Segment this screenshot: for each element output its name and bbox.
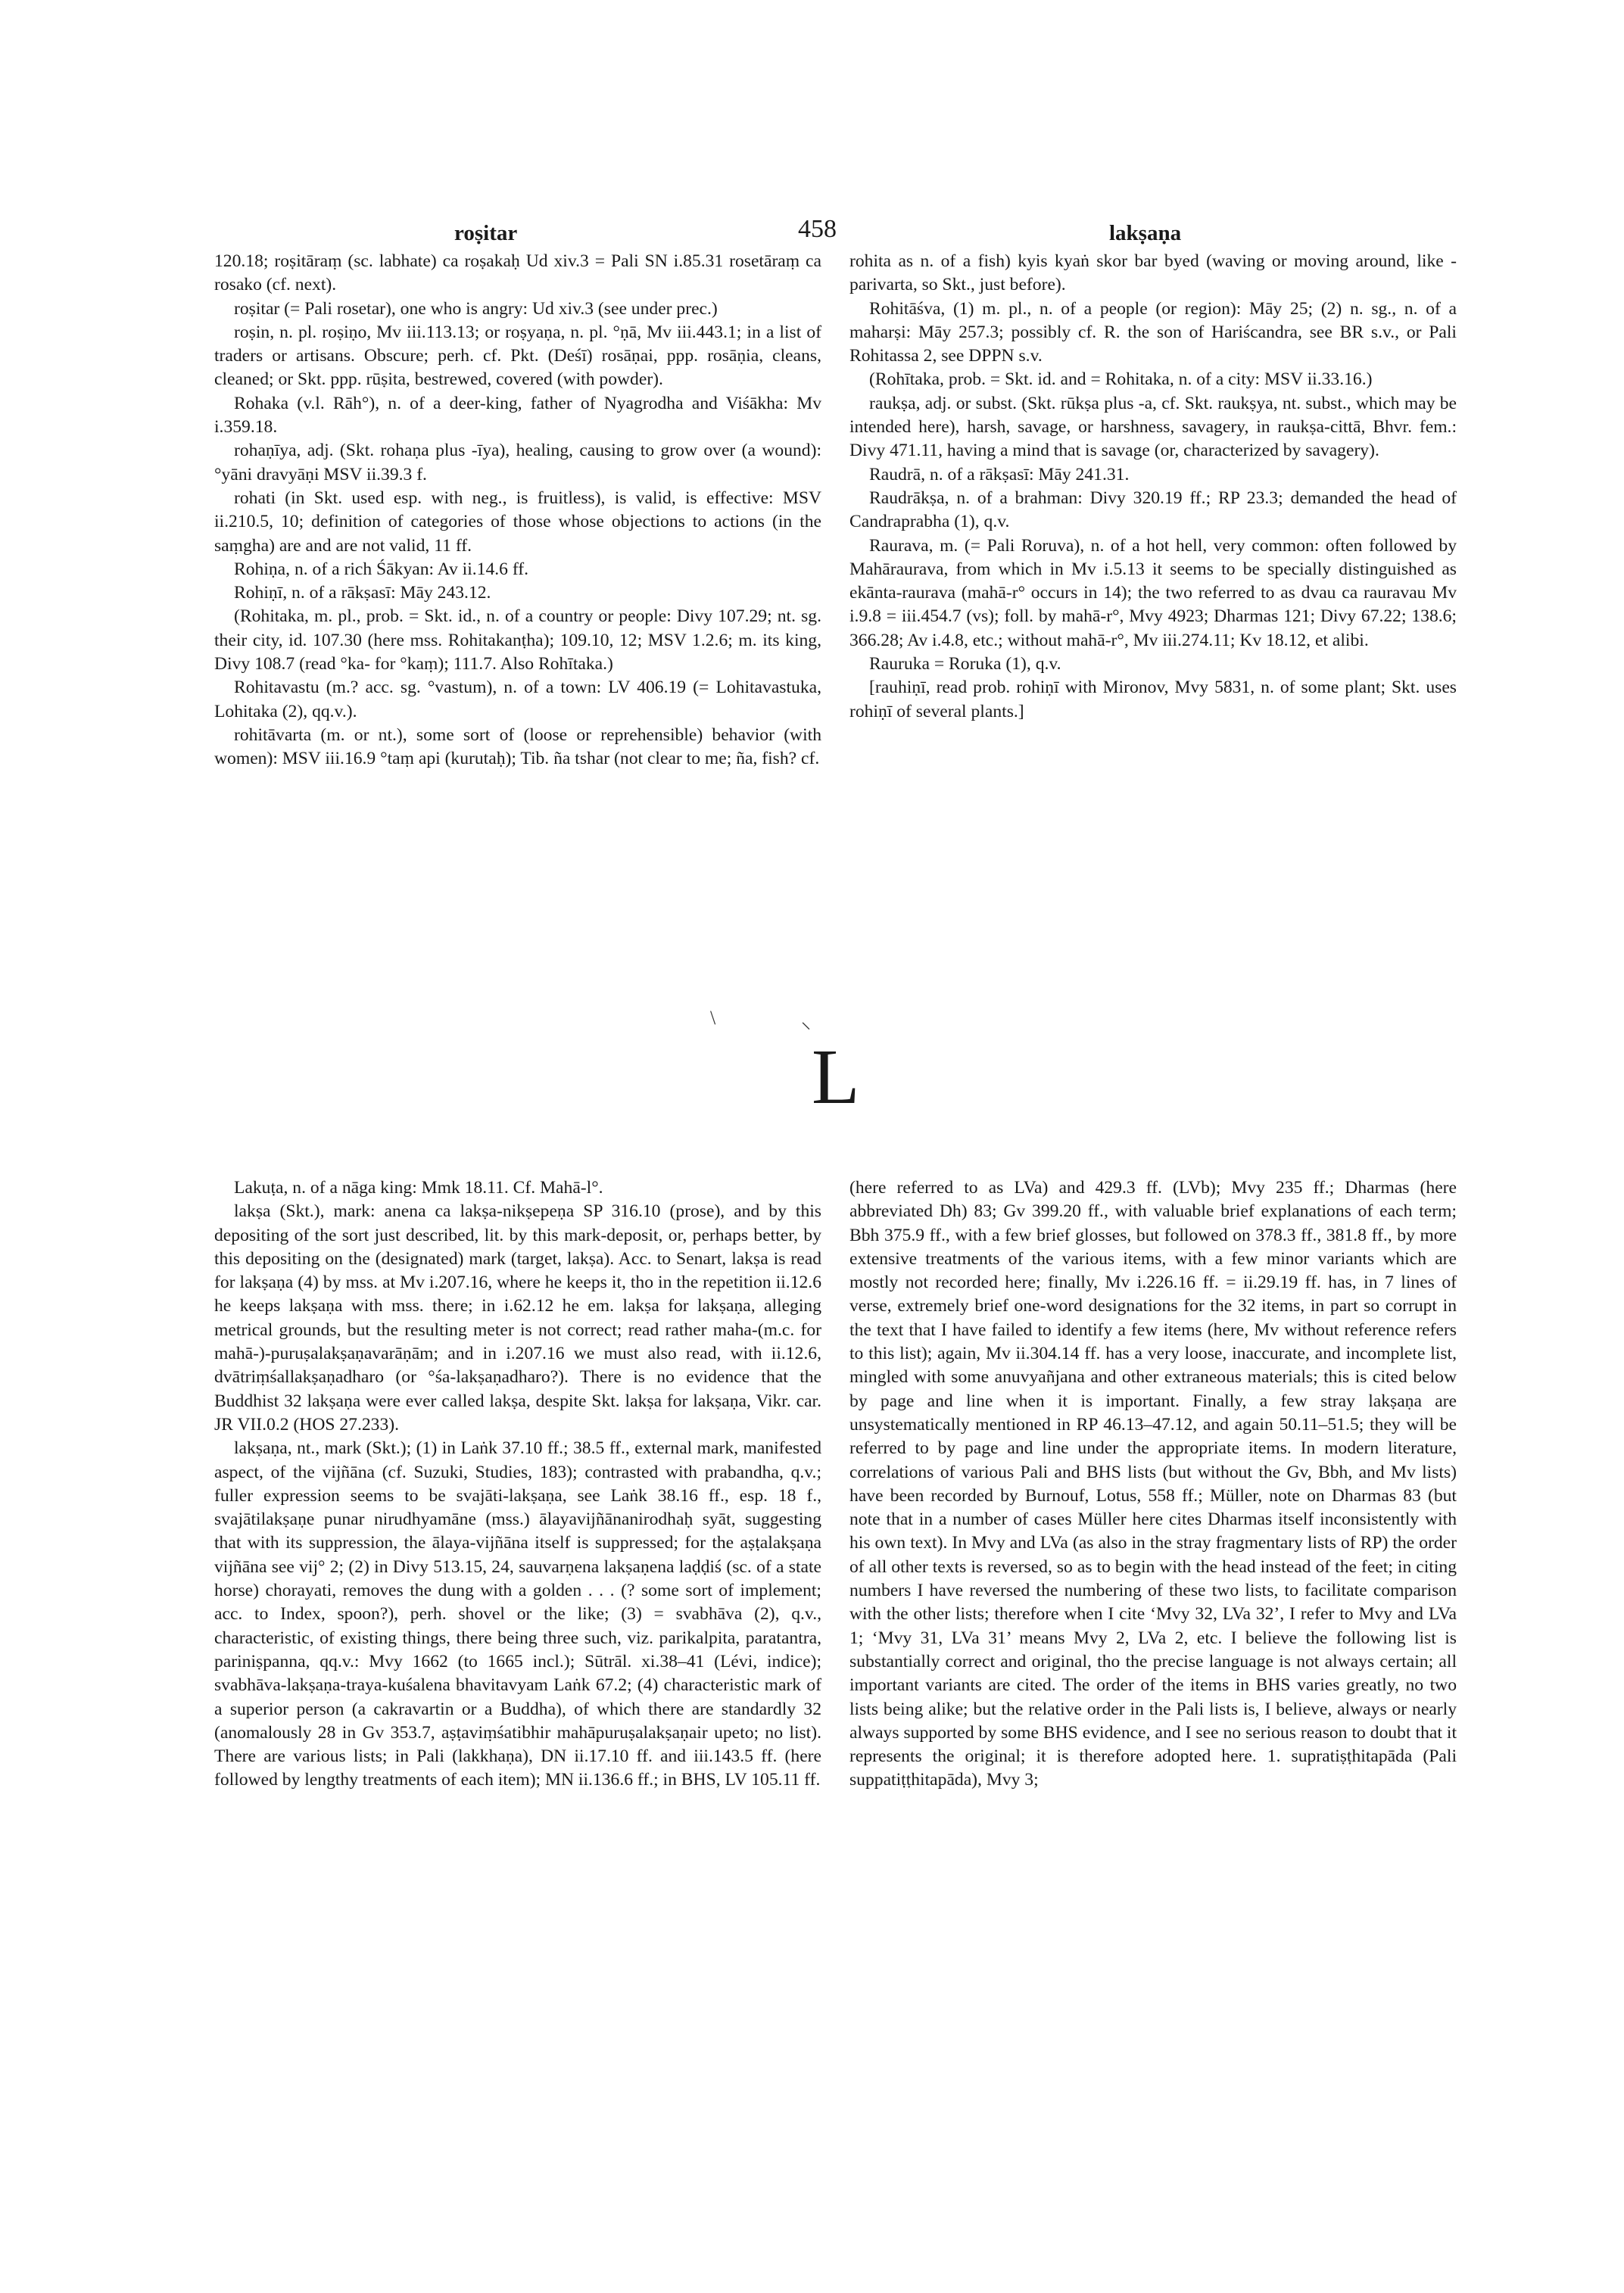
entry: Raudrākṣa, n. of a brahman: Divy 320.19 ff.; RP 23.3; demanded the head of Candraprabha (1), q.v.	[849, 488, 1457, 532]
entry: (here referred to as LVa) and 429.3 ff. (LVb); Mvy 235 ff.; Dharmas (here abbreviated Dh) 83; Gv 399.20 ff., with valuable brief explanations of each term; Bbh 375.9 ff., with a few brief glosses, but followed on 378.3 ff., 381.8 ff., by more extensive treatments of the various items, with a few minor variants which are mostly not recorded here; finally, Mv i.226.16 ff. = ii.29.19 ff. has, in 7 lines of verse, extremely brief one-word designations for the 32 items, in part so corrupt in the text that I have failed to identify a few items (here, Mv without reference refers to this list); again, Mv ii.304.14 ff. has a very loose, inaccurate, and incomplete list, mingled with some anuvyañjana and other extraneous materials; this is cited below by page and line when it is important. Finally, a few stray lakṣaṇa are unsystematically mentioned in RP 46.13–47.12, and again 50.11–51.5; they will be referred to by page and line under the appropriate items. In modern literature, correlations of various Pali and BHS lists (but without the Gv, Bbh, and Mv lists) have been recorded by Burnouf, Lotus, 558 ff.; Müller, note on Dharmas 83 (but note that in a number of cases Müller here cites Dharmas itself inconsistently with his own text). In Mvy and LVa (as also in the stray fragmentary lists of RP) the order of all other texts is reversed, so as to begin with the head instead of the feet; in citing numbers I have reversed the numbering of these two lists, to facilitate comparison with the other lists; therefore when I cite ‘Mvy 32, LVa 32’, I refer to Mvy and LVa 1; ‘Mvy 31, LVa 31’ means Mvy 2, LVa 2, etc. I believe the following list is substantially correct and original, tho the precise language is not always certain; all important variants are cited. The order of the items in BHS varies greatly, no two lists being alike; but the relative order in the Pali lists is, I believe, always or nearly always supported by some BHS evidence, and I see no serious reason to doubt that it represents the original; it is therefore adopted here. 1. supratiṣṭhitapāda (Pali suppatiṭṭhitapāda), Mvy 3;	[849, 1178, 1457, 1790]
entry: Rauruka = Roruka (1), q.v.	[869, 654, 1061, 675]
column-top-right	[849, 250, 1457, 724]
column-bottom-right	[849, 1176, 1457, 1793]
entry: (Rohitaka, m. pl., prob. = Skt. id., n. of a country or people: Divy 107.29; nt. sg. their city, id. 107.30 (here mss. Rohitakanṭha); 109.10, 12; MSV 1.2.6; m. its king, Divy 108.7 (read °ka- for °kaṃ); 111.7. Also Rohītaka.)	[214, 606, 821, 675]
column-top-left	[214, 250, 821, 771]
stray-mark: ⸜	[801, 1011, 812, 1033]
entry: [rauhiṇī, read prob. rohiṇī with Mironov, Mvy 5831, n. of some plant; Skt. uses rohiṇī of several plants.]	[849, 678, 1457, 721]
entry: Rohiṇī, n. of a rākṣasī: Māy 243.12.	[234, 583, 491, 603]
entry: (Rohītaka, prob. = Skt. id. and = Rohitaka, n. of a city: MSV ii.33.16.)	[869, 369, 1373, 390]
page-number: 458	[798, 215, 837, 243]
entry: Lakuṭa, n. of a nāga king: Mmk 18.11. Cf. Mahā-l°.	[234, 1178, 603, 1198]
entry: Raurava, m. (= Pali Roruva), n. of a hot hell, very common: often followed by Mahāraurava, from which in Mv i.5.13 it seems to be specially distinguished as ekānta-raurava (mahā-r° occurs in 14); the two referred to as dvau ca rauravau Mv i.9.8 = iii.454.7 (vs); foll. by mahā-r°, Mvy 4923; Dharmas 121; Divy 67.22; 138.6; 366.28; Av i.4.8, etc.; without mahā-r°, Mv iii.274.11; Kv 18.12, et alibi.	[849, 535, 1457, 650]
entry: rohaṇīya, adj. (Skt. rohaṇa plus -īya), healing, causing to grow over (a wound): °yāni dravyāṇi MSV ii.39.3 f.	[214, 441, 821, 484]
entry: rohita as n. of a fish) kyis kyaṅ skor bar byed (waving or moving around, like -parivarta, so Skt., just before).	[849, 251, 1457, 295]
entry: lakṣa (Skt.), mark: anena ca lakṣa-nikṣepeṇa SP 316.10 (prose), and by this depositing of the sort just described, lit. by this mark-deposit, or, perhaps better, by this depositing on the (designated) mark (target, lakṣa). Acc. to Senart, lakṣa is read for lakṣaṇa (4) by mss. at Mv i.207.16, where he keeps it, tho in the repetition ii.12.6 he keeps lakṣaṇa with mss. there; in i.62.12 he em. lakṣa for lakṣaṇa, alleging metrical grounds, but the resulting meter is not correct; read rather maha-(m.c. for mahā-)-puruṣalakṣaṇavarāṇām; and in i.207.16 we must also read, with ii.12.6, dvātriṃśallakṣaṇadharo (or °śa-lakṣaṇadharo?). There is no evidence that the Buddhist 32 lakṣaṇa were ever called lakṣa, despite Skt. lakṣa for lakṣaṇa, Vikr. car. JR VII.0.2 (HOS 27.233).	[214, 1201, 821, 1435]
right-guide-word: lakṣaṇa	[1109, 221, 1182, 245]
column-bottom-left	[214, 1176, 821, 1793]
entry: roṣitar (= Pali rosetar), one who is angry: Ud xiv.3 (see under prec.)	[234, 298, 718, 319]
entry: Rohaka (v.l. Rāh°), n. of a deer-king, father of Nyagrodha and Viśākha: Mv i.359.18.	[214, 393, 821, 438]
entry: rohati (in Skt. used esp. with neg., is fruitless), is valid, is effective: MSV ii.210.5, 10; definition of categories of those whose objections to actions (in the saṃgha) are and are not valid, 11 ff.	[214, 488, 821, 556]
entry: raukṣa, adj. or subst. (Skt. rūkṣa plus -a, cf. Skt. raukṣya, nt. subst., which may be intended here), harsh, savage, or harshness, savagery, in raukṣa-cittā, Bhvr. fem.: Divy 471.11, having a mind that is savage (or, characterized by savagery).	[849, 393, 1457, 461]
entry: rohitāvarta (m. or nt.), some sort of (loose or reprehensible) behavior (with women): MSV iii.16.9 °taṃ api (kurutaḥ); Tib. ña tshar (not clear to me; ña, fish? cf.	[214, 724, 821, 769]
entry: lakṣaṇa, nt., mark (Skt.); (1) in Laṅk 37.10 ff.; 38.5 ff., external mark, manifested aspect, of the vijñāna (cf. Suzuki, Studies, 183); contrasted with prabandha, q.v.; fuller expression seems to be svajāti-lakṣaṇa, see Laṅk 38.16 ff., esp. 18 f., svajātilakṣaṇe punar nirudhyamāne (mss.) ālayavijñānanirodhaḥ syāt, suggesting that with its suppression, the ālaya-vijñāna itself is suppressed; for the aṣṭalakṣaṇa vijñāna see vij° 2; (2) in Divy 513.15, 24, sauvarṇena lakṣaṇena laḍḍiś (sc. of a state horse) chorayati, removes the dung with a golden . . . (? some sort of implement; acc. to Index, spoon?), perh. shovel or the like; (3) = svabhāva (2), q.v., characteristic, of existing things, there being three such, viz. parikalpita, paratantra, pariniṣpanna, qq.v.: Mvy 1662 (to 1665 incl.); Sūtrāl. xi.38–41 (Lévi, indice); svabhāva-lakṣaṇa-traya-kuśalena bhavitavyam Laṅk 67.2; (4) characteristic mark of a superior person (a cakravartin or a Buddha), of which there are standardly 32 (anomalously 28 in Gv 353.7, aṣṭaviṃśatibhir mahāpuruṣalakṣaṇair upeto; no list). There are various lists; in Pali (lakkhaṇa), DN ii.17.10 ff. and iii.143.5 ff. (here followed by lengthy treatments of each item); MN ii.136.6 ff.; in BHS, LV 105.11 ff.	[214, 1438, 821, 1790]
entry: Rohiṇa, n. of a rich Śākyan: Av ii.14.6 ff.	[234, 559, 529, 579]
entry: roṣin, n. pl. roṣiṇo, Mv iii.113.13; or roṣyaṇa, n. pl. °ṇā, Mv iii.443.1; in a list of traders or artisans. Obscure; perh. cf. Pkt. (Deśī) rosāṇai, ppp. rosāṇia, cleans, cleaned; or Skt. ppp. rūṣita, bestrewed, covered (with powder).	[214, 322, 821, 390]
entry: Rohitavastu (m.? acc. sg. °vastum), n. of a town: LV 406.19 (= Lohitavastuka, Lohitaka (2), qq.v.).	[214, 678, 821, 721]
stray-mark: \	[710, 1007, 716, 1029]
entry: Raudrā, n. of a rākṣasī: Māy 241.31.	[869, 464, 1130, 484]
left-guide-word: roṣitar	[454, 221, 518, 245]
entry: Rohitāśva, (1) m. pl., n. of a people (or region): Māy 25; (2) n. sg., n. of a maharṣi: Māy 257.3; possibly cf. R. the son of Hariścandra, see BR s.v., or Pali Rohitassa 2, see DPPN s.v.	[849, 298, 1457, 366]
section-letter: L	[812, 1033, 860, 1120]
entry: 120.18; roṣitāraṃ (sc. labhate) ca roṣakaḥ Ud xiv.3 = Pali SN i.85.31 rosetāraṃ ca rosako (cf. next).	[214, 251, 821, 295]
